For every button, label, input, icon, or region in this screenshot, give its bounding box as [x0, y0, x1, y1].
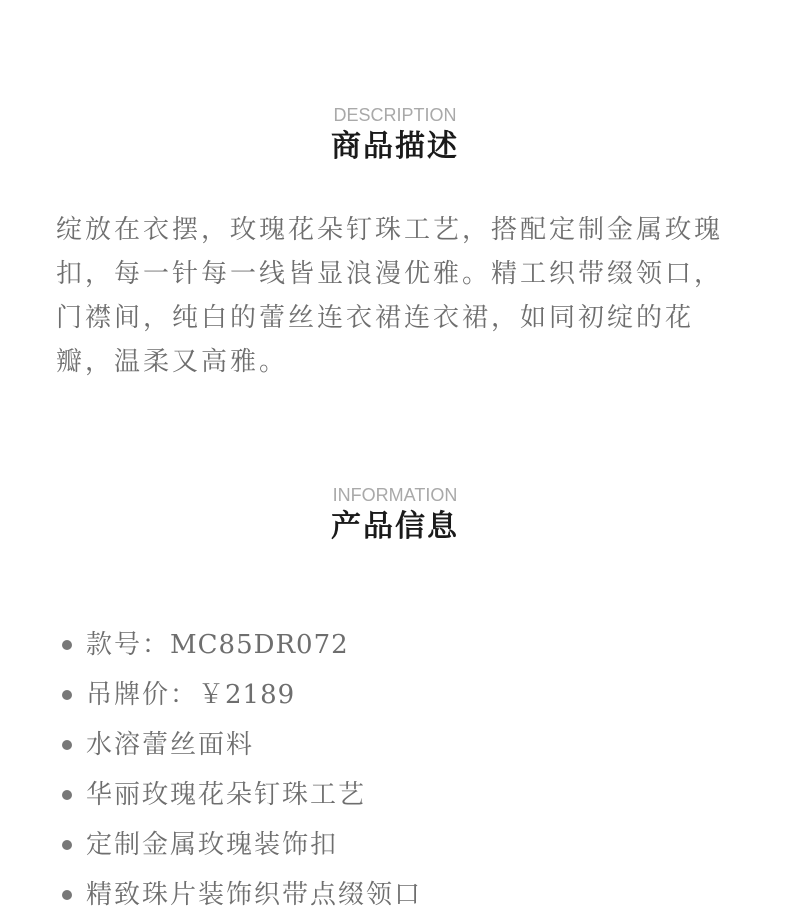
bullet-icon	[62, 840, 72, 850]
info-item-style-number	[60, 620, 422, 670]
description-heading: 商品描述	[331, 129, 459, 164]
info-item-beading	[60, 770, 422, 820]
information-header	[0, 484, 790, 546]
info-item-tag-price	[60, 670, 422, 720]
info-item-fabric	[60, 720, 422, 770]
info-item-label: 精致珠片装饰织带点缀领口	[86, 880, 423, 910]
bullet-icon	[62, 640, 72, 650]
info-item-label: 款号：	[86, 630, 171, 660]
info-item-value: MC85DR072	[170, 630, 349, 660]
info-item-collar	[60, 870, 422, 920]
info-item-label: 吊牌价：	[86, 680, 199, 710]
information-heading: 产品信息	[331, 509, 459, 544]
info-item-buttons	[60, 820, 422, 870]
info-item-label: 水溶蕾丝面料	[86, 730, 255, 760]
info-item-label: 华丽玫瑰花朵钉珠工艺	[86, 780, 367, 810]
info-item-value: ￥2189	[198, 680, 296, 710]
bullet-icon	[62, 740, 72, 750]
description-header	[0, 104, 790, 166]
description-body: 绽放在衣摆，玫瑰花朵钉珠工艺，搭配定制金属玫瑰扣，每一针每一线皆显浪漫优雅。精工织带缀领口，门襟间，纯白的蕾丝连衣裙连衣裙，如同初绽的花瓣，温柔又高雅。	[56, 215, 724, 377]
bullet-icon	[62, 890, 72, 900]
bullet-icon	[62, 690, 72, 700]
info-item-label: 定制金属玫瑰装饰扣	[86, 830, 339, 860]
bullet-icon	[62, 790, 72, 800]
description-eyebrow: DESCRIPTION	[333, 105, 457, 125]
information-eyebrow: INFORMATION	[332, 485, 458, 505]
product-info-list	[60, 620, 422, 920]
